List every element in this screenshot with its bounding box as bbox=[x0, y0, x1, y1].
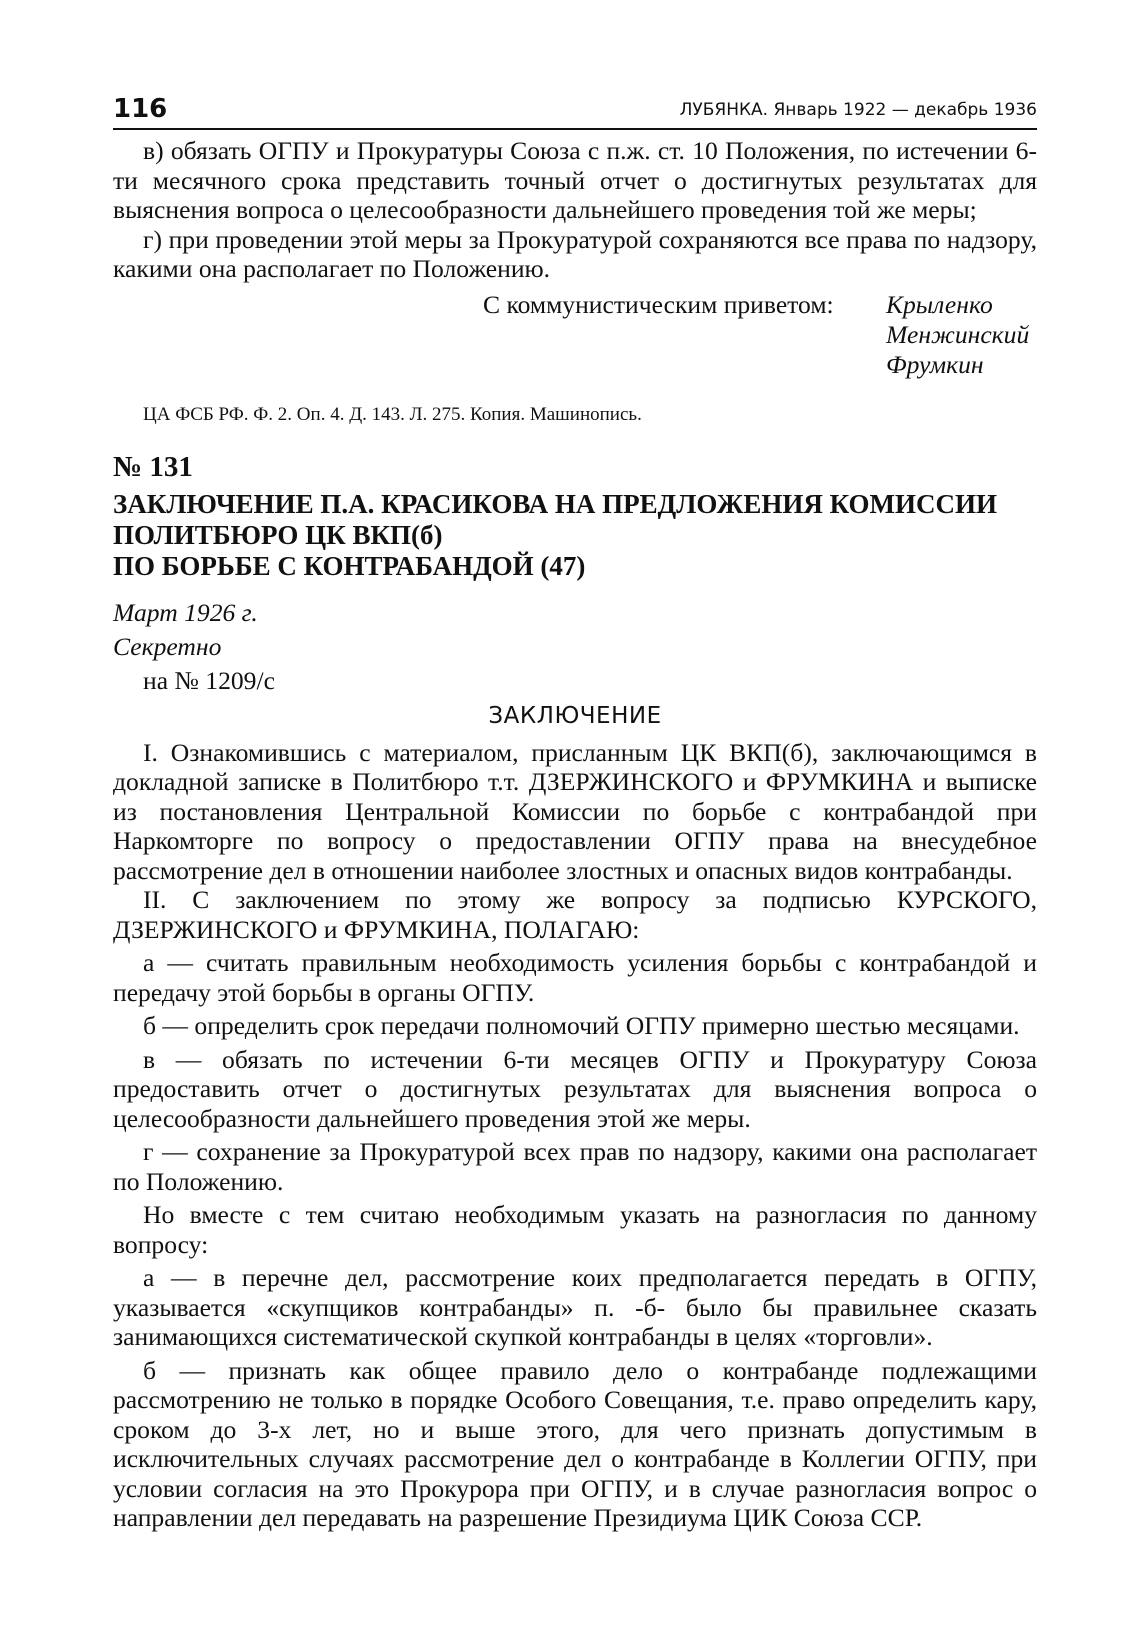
document-number: № 131 bbox=[113, 451, 193, 483]
body-paragraph: а — считать правильным необходимость усиления борьбы с контрабандой и передачу этой борьбы в органы ОГПУ. bbox=[113, 948, 1037, 1007]
running-title: ЛУБЯНКА. Январь 1922 — декабрь 1936 bbox=[679, 100, 1037, 120]
body-paragraph: в — обязать по истечении 6-ти месяцев ОГПУ и Прокуратуру Союза предоставить отчет о достигнутых результатах для выяснения вопроса о целесообразности дальнейшего проведения этой же меры. bbox=[113, 1044, 1037, 1133]
conclusion-heading: ЗАКЛЮЧЕНИЕ bbox=[488, 703, 662, 729]
intro-paragraph-v: в) обязать ОГПУ и Прокуратуры Союза с п.ж. ст. 10 Положения, по истечении 6-ти месячного срока представить точный отчет о достигнутых результатах для выяснения вопроса о целесообразности дальнейшего проведения той же меры; bbox=[113, 136, 1037, 224]
signature-block bbox=[113, 290, 1037, 382]
signatory-name: Менжинский bbox=[886, 319, 1030, 349]
body-paragraph: а — в перечне дел, рассмотрение коих предполагается передать в ОГПУ, указывается «скупщиков контрабанды» п. -б- было бы правильнее сказать занимающихся систематической скупкой контрабанды в целях «торговли». bbox=[113, 1263, 1037, 1351]
page-body bbox=[113, 136, 1037, 1533]
document-title bbox=[113, 489, 1037, 582]
document-title-line: ПО БОРЬБЕ С КОНТРАБАНДОЙ (47) bbox=[113, 551, 586, 581]
document-date: Март 1926 г. bbox=[113, 598, 258, 627]
body-paragraph: Но вместе с тем считаю необходимым указать на разногласия по данному вопросу: bbox=[113, 1200, 1037, 1259]
signatory-name: Фрумкин bbox=[886, 349, 984, 379]
body-paragraph: б — признать как общее правило дело о контрабанде подлежащими рассмотрению не только в порядке Особого Совещания, т.е. право определить кару, сроком до 3-х лет, но и выше этого, для чего признать допустимым в исключительных случаях рассмотрение дел о контрабанде в Коллегии ОГПУ, при условии согласия на это Прокурора при ОГПУ, и в случае разногласия вопрос о направлении дел передавать на разрешение Президиума ЦИК Союза ССР. bbox=[113, 1355, 1037, 1532]
page-number: 116 bbox=[113, 94, 168, 124]
signatory-name: Крыленко bbox=[886, 289, 993, 319]
signature-label: С коммунистическим приветом: bbox=[483, 289, 834, 319]
body-paragraph: I. Ознакомившись с материалом, присланным ЦК ВКП(б), заключающимся в докладной записке в Политбюро т.т. ДЗЕРЖИНСКОГО и ФРУМКИНА и выписке из постановления Центральной Комиссии по борьбе с контрабандой при Наркомторге по вопросу о предоставлении ОГПУ права на внесудебное рассмотрение дел в отношении наиболее злостных и опасных видов контрабанды. bbox=[113, 737, 1037, 885]
classification-mark: Секретно bbox=[113, 632, 222, 661]
signature-names bbox=[886, 290, 1029, 380]
archive-source: ЦА ФСБ РФ. Ф. 2. Оп. 4. Д. 143. Л. 275. Копия. Машинопись. bbox=[143, 403, 642, 425]
reference-number: на № 1209/с bbox=[143, 666, 275, 695]
body-paragraph: г — сохранение за Прокуратурой всех прав по надзору, какими она располагает по Положению. bbox=[113, 1137, 1037, 1196]
document-title-line: ПОЛИТБЮРО ЦК ВКП(б) bbox=[113, 520, 443, 550]
document-title-line: ЗАКЛЮЧЕНИЕ П.А. КРАСИКОВА НА ПРЕДЛОЖЕНИЯ КОМИССИИ bbox=[113, 489, 998, 519]
intro-paragraph-g: г) при проведении этой меры за Прокуратурой сохраняются все права по надзору, какими она располагает по Положению. bbox=[113, 224, 1037, 283]
body-paragraph: II. С заключением по этому же вопросу за подписью КУРСКОГО, ДЗЕРЖИНСКОГО и ФРУМКИНА, ПОЛАГАЮ: bbox=[113, 885, 1037, 944]
page-header bbox=[113, 92, 1037, 130]
body-paragraph: б — определить срок передачи полномочий ОГПУ примерно шестью месяцами. bbox=[143, 1011, 1020, 1040]
